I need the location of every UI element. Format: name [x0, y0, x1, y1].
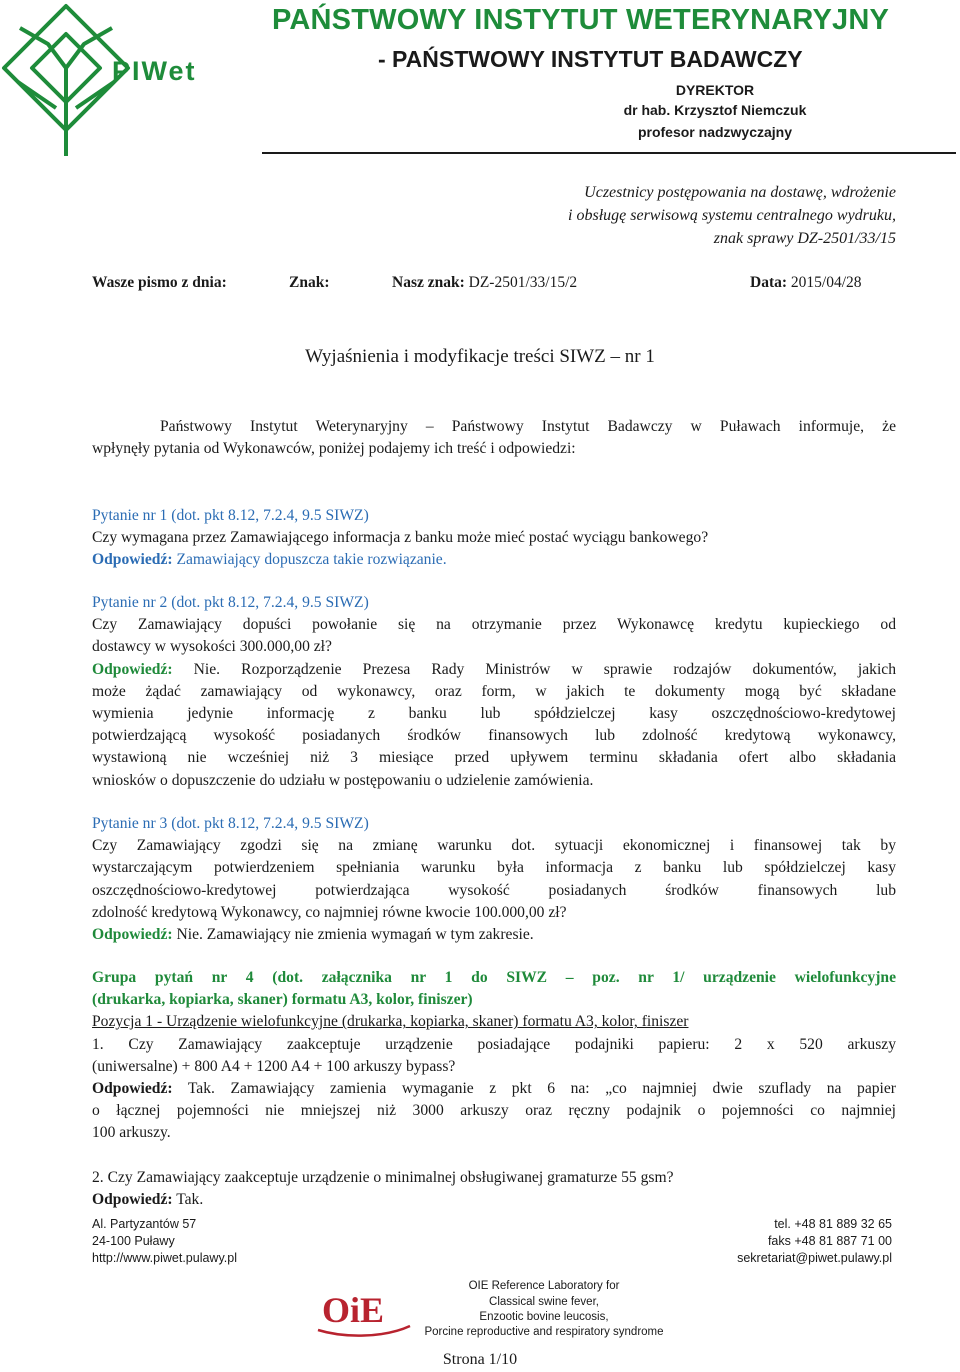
- institute-subname: - PAŃSTWOWY INSTYTUT BADAWCZY: [378, 46, 803, 72]
- answer: [92, 924, 896, 946]
- footer-address: 24-100 Puławy: [92, 1234, 175, 1248]
- question-2: [92, 592, 896, 792]
- answer: [92, 549, 896, 571]
- answer: [92, 659, 896, 681]
- answer: [92, 1189, 896, 1211]
- oie-text: Classical swine fever,: [489, 1296, 599, 1308]
- question-1: [92, 505, 896, 572]
- date: [750, 274, 862, 292]
- footer-address: Al. Partyzantów 57: [92, 1217, 197, 1231]
- recipient-line: Uczestnicy postępowania na dostawę, wdrożenie: [584, 184, 896, 201]
- answer: [92, 1078, 896, 1100]
- our-sign: [392, 274, 577, 292]
- answer-text: o łącznej pojemności nie mniejszej niż 3000 arkuszy oraz ręczny podajnik o pojemności co najmniej: [92, 1102, 896, 1120]
- question-heading: Pytanie nr 3 (dot. pkt 8.12, 7.2.4, 9.5 SIWZ): [92, 815, 369, 832]
- header-divider: [262, 152, 956, 154]
- answer-label: Odpowiedź:: [92, 1080, 173, 1098]
- question-text: Czy Zamawiający zgodzi się na zmianę warunku dot. sytuacji ekonomicznej i finansowej tak by: [92, 837, 896, 855]
- question-text: Czy wymagana przez Zamawiającego informacja z banku może mieć postać wyciągu bankowego?: [92, 529, 709, 547]
- answer-text: Nie. Zamawiający nie zmienia wymagań w tym zakresie.: [172, 926, 534, 944]
- group-heading: Grupa pytań nr 4 (dot. załącznika nr 1 do SIWZ – poz. nr 1/ urządzenie wielofunkcyjne: [92, 969, 896, 986]
- question-text: Czy Zamawiający dopuści powołanie się na otrzymanie przez Wykonawcę kredytu kupieckiego od: [92, 616, 896, 634]
- answer-label: Odpowiedź:: [92, 926, 173, 944]
- footer-fax: faks +48 81 887 71 00: [767, 1234, 892, 1248]
- question-heading: Pytanie nr 1 (dot. pkt 8.12, 7.2.4, 9.5 SIWZ): [92, 507, 369, 524]
- group-heading: (drukarka, kopiarka, skaner) formatu A3, kolor, finiszer): [92, 991, 473, 1009]
- position-heading: Pozycja 1 - Urządzenie wielofunkcyjne (drukarka, kopiarka, skaner) formatu A3, kolor, finiszer: [92, 1013, 689, 1031]
- question-text: (uniwersalne) + 800 A4 + 1200 A4 + 100 arkuszy bypass?: [92, 1057, 456, 1075]
- question-text: oszczędnościowo-kredytowej potwierdzająca wysokość posiadanych środków finansowych lub: [92, 881, 896, 899]
- footer-email-link[interactable]: sekretariat@piwet.pulawy.pl: [737, 1251, 892, 1265]
- sign-label: Znak:: [289, 274, 330, 291]
- oie-logo: [314, 1282, 414, 1338]
- oie-text: OIE Reference Laboratory for: [468, 1280, 620, 1292]
- logo-text: PIWet: [112, 56, 197, 86]
- footer-phone: tel. +48 81 889 32 65: [774, 1217, 892, 1231]
- question-3: [92, 813, 896, 946]
- your-letter-label: Wasze pismo z dnia:: [92, 274, 227, 291]
- intro-paragraph: [92, 416, 896, 460]
- recipient-line: i obsługę serwisową systemu centralnego wydruku,: [568, 207, 896, 224]
- answer-label: Odpowiedź:: [92, 551, 173, 569]
- answer-text: wymienia jedynie informację z banku lub spółdzielczej kasy oszczędnościowo-kredytowej: [92, 705, 896, 723]
- oie-text: Enzootic bovine leucosis,: [479, 1311, 609, 1323]
- answer-text: 100 arkuszy.: [92, 1124, 171, 1142]
- intro-line: Państwowy Instytut Weterynaryjny – Państwowy Instytut Badawczy w Puławach informuje, że: [160, 418, 896, 435]
- date-value: 2015/04/28: [790, 274, 862, 291]
- piwet-logo: [0, 0, 220, 160]
- oie-logo-text: OiE: [322, 1290, 385, 1330]
- question-text: 2. Czy Zamawiający zaakceptuje urządzenie o minimalnej obsługiwanej gramaturze 55 gsm?: [92, 1168, 674, 1186]
- answer-text: Zamawiający dopuszcza takie rozwiązanie.: [172, 551, 447, 569]
- answer-text: Nie. Rozporządzenie Prezesa Rady Ministrów w sprawie rodzajów dokumentów, jakich: [172, 660, 896, 678]
- director-title: DYREKTOR: [675, 82, 755, 98]
- page-number: Strona 1/10: [442, 1351, 518, 1368]
- answer-text: wystawioną nie wcześniej niż 3 miesiące przed upływem terminu składania ofert albo składania: [92, 749, 896, 767]
- oie-text: Porcine reproductive and respiratory syndrome: [424, 1326, 664, 1338]
- answer-text: Tak.: [172, 1190, 204, 1208]
- director-role: profesor nadzwyczajny: [637, 124, 793, 140]
- intro-line: wpłynęły pytania od Wykonawców, poniżej podajemy ich treść i odpowiedzi:: [92, 440, 576, 458]
- footer-website-link[interactable]: http://www.piwet.pulawy.pl: [92, 1251, 237, 1265]
- answer-text: potwierdzającą wysokość posiadanych środków finansowych lub zdolność kredytową wykonawcy,: [92, 727, 896, 745]
- question-text: dostawcy w wysokości 300.000,00 zł?: [92, 638, 332, 656]
- answer-label: Odpowiedź:: [92, 660, 173, 678]
- answer-text: może żądać zamawiający od wykonawcy, oraz form, w jakich te dokumenty mogą być składane: [92, 682, 896, 700]
- blank-line: [92, 1145, 896, 1167]
- question-text: 1. Czy Zamawiający zaakceptuje urządzenie posiadające podajniki papieru: 2 x 520 arkuszy: [92, 1035, 896, 1053]
- date-label: Data:: [750, 274, 788, 291]
- answer-text: wniosków o dopuszczenie do udziału w postępowaniu o udzielenie zamówienia.: [92, 771, 594, 789]
- answer-text: Tak. Zamawiający zamienia wymaganie z pkt 6 na: „co najmniej dwie szuflady na papier: [172, 1080, 896, 1098]
- question-text: zdolność kredytową Wykonawcy, co najmniej równe kwocie 100.000,00 zł?: [92, 903, 567, 921]
- question-heading: Pytanie nr 2 (dot. pkt 8.12, 7.2.4, 9.5 SIWZ): [92, 594, 369, 611]
- institute-name: PAŃSTWOWY INSTYTUT WETERYNARYJNY: [272, 4, 890, 36]
- recipient-line: znak sprawy DZ-2501/33/15: [713, 230, 896, 247]
- our-sign-label: Nasz znak:: [392, 274, 465, 291]
- question-text: wystarczającym potwierdzeniem spełniania warunku była informacja z banku lub spółdzielczej kasy: [92, 859, 896, 877]
- answer-label: Odpowiedź:: [92, 1190, 173, 1208]
- document-title: Wyjaśnienia i modyfikacje treści SIWZ – nr 1: [305, 346, 655, 367]
- director-name: dr hab. Krzysztof Niemczuk: [623, 102, 807, 118]
- our-sign-value: DZ-2501/33/15/2: [468, 274, 578, 291]
- question-group-4: [92, 967, 896, 1211]
